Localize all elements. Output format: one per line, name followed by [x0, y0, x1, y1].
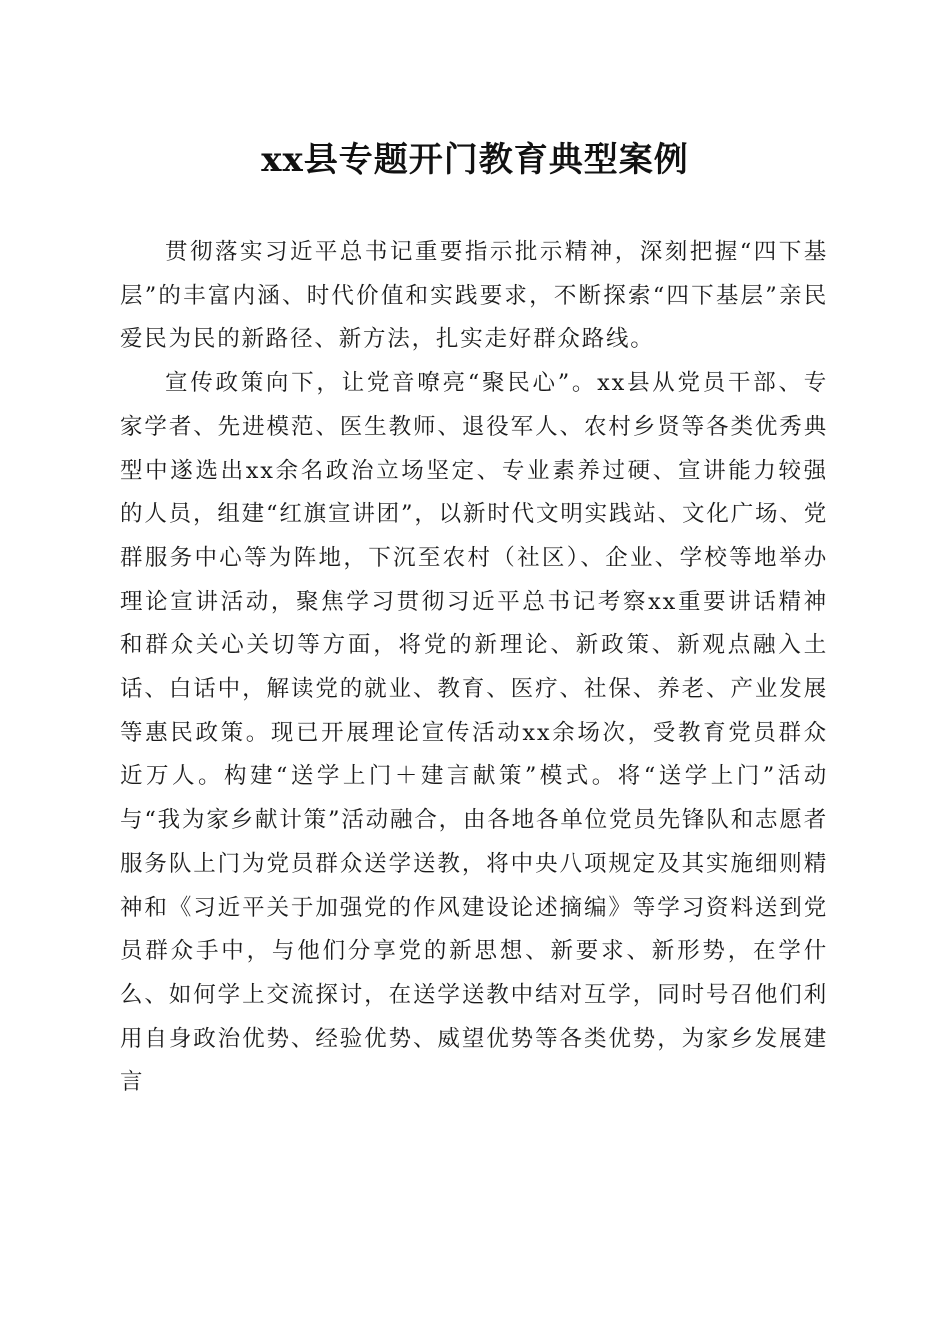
paragraph-intro: 贯彻落实习近平总书记重要指示批示精神，深刻把握“四下基层”的丰富内涵、时代价值和实践要求，不断探索“四下基层”亲民爱民为民的新路径、新方法，扎实走好群众路线。 [120, 239, 828, 353]
paragraph-policy-promotion: 宣传政策向下，让党音嘹亮“聚民心”。xx县从党员干部、专家学者、先进模范、医生教师、退役军人、农村乡贤等各类优秀典型中遂选出xx余名政治立场坚定、专业素养过硬、宣讲能力较强的人员，组建“红旗宣讲团”，以新时代文明实践站、文化广场、党群服务中心等为阵地，下沉至农村（社区）、企业、学校等地举办理论宣讲活动，聚焦学习贯彻习近平总书记考察xx重要讲话精神和群众关心关切等方面，将党的新理论、新政策、新观点融入土话、白话中，解读党的就业、教育、医疗、社保、养老、产业发展等惠民政策。现已开展理论宣传活动xx余场次，受教育党员群众近万人。构建“送学上门＋建言献策”模式。将“送学上门”活动与“我为家乡献计策”活动融合，由各地各单位党员先锋队和志愿者服务队上门为党员群众送学送教，将中央八项规定及其实施细则精神和《习近平关于加强党的作风建设论述摘编》等学习资料送到党员群众手中，与他们分享党的新思想、新要求、新形势，在学什么、如何学上交流探讨，在送学送教中结对互学，同时号召他们利用自身政治优势、经验优势、威望优势等各类优势，为家乡发展建言 [120, 370, 828, 1096]
document-body [120, 231, 828, 1105]
document-title: xx县专题开门教育典型案例 [261, 140, 689, 180]
